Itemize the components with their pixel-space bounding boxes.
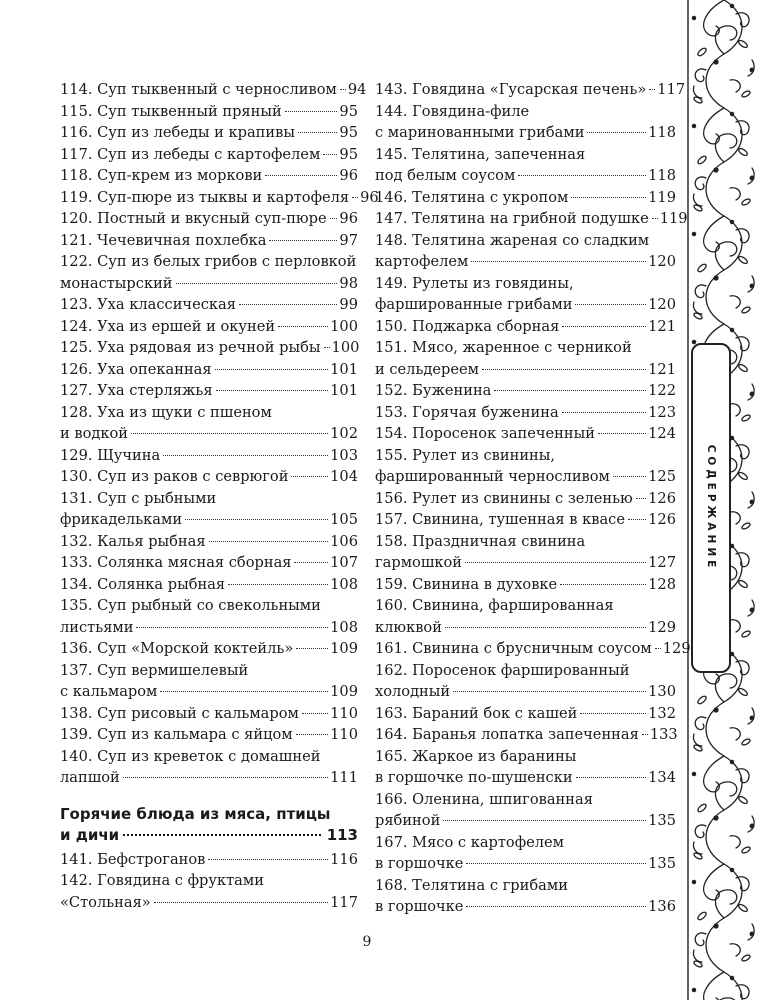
entry-title-line: 158. Праздничная свинина xyxy=(375,532,586,550)
page-number: 9 xyxy=(362,934,372,950)
dot-leader xyxy=(216,390,329,391)
entry-page-number: 119 xyxy=(659,210,688,227)
dot-leader xyxy=(278,326,328,327)
entry-title-line: холодный xyxy=(375,683,451,700)
entry-title-line: 121. Чечевичная похлебка xyxy=(60,231,267,249)
dot-leader xyxy=(598,433,646,434)
entry-page-number: 104 xyxy=(330,468,358,485)
toc-entry xyxy=(60,294,358,316)
dot-leader xyxy=(136,627,328,628)
entry-title-line: 129. Щучина xyxy=(60,446,161,464)
entry-title-line: 127. Уха стерляжья xyxy=(60,382,213,399)
entry-title-line: рябиной xyxy=(375,812,441,829)
entry-page-number: 101 xyxy=(330,382,358,399)
entry-title-line: 148. Телятина жареная со сладким xyxy=(375,231,650,249)
entry-title-line: под белым соусом xyxy=(375,167,516,184)
entry-page-number: 118 xyxy=(648,124,676,141)
entry-title-line: лапшой xyxy=(60,769,120,786)
toc-entry xyxy=(60,746,358,789)
entry-page-number: 123 xyxy=(648,403,676,421)
toc-entry xyxy=(375,144,676,187)
dot-leader xyxy=(302,713,328,714)
dot-leader xyxy=(208,859,328,860)
dot-leader xyxy=(265,175,337,176)
dot-leader xyxy=(185,519,328,520)
entry-title-line: 138. Суп рисовый с кальмаром xyxy=(60,704,299,722)
dot-leader xyxy=(571,197,646,198)
entry-title-line: в горшочке по-шушенски xyxy=(375,769,573,786)
entry-title-line: 131. Суп с рыбными xyxy=(60,489,217,507)
entry-page-number: 108 xyxy=(330,618,358,636)
entry-title-line: и сельдереем xyxy=(375,360,479,378)
entry-page-number: 122 xyxy=(648,382,676,399)
toc-entry xyxy=(375,531,676,574)
entry-title-line: гармошкой xyxy=(375,554,463,571)
dot-leader xyxy=(269,240,337,241)
dot-leader xyxy=(636,498,646,499)
toc-entry xyxy=(375,208,688,230)
entry-title-line: Горячие блюда из мяса, птицы xyxy=(60,804,331,823)
toc-entry xyxy=(375,445,676,488)
toc-entry xyxy=(60,230,358,252)
dot-leader xyxy=(655,648,661,649)
entry-title-line: 154. Поросенок запеченный xyxy=(375,425,595,442)
toc-entry xyxy=(60,251,358,294)
dot-leader xyxy=(453,691,646,692)
dot-leader xyxy=(652,218,658,219)
entry-page-number: 105 xyxy=(330,511,358,528)
dot-leader xyxy=(154,902,328,903)
toc-entry xyxy=(60,574,358,596)
entry-page-number: 107 xyxy=(330,554,358,571)
entry-page-number: 124 xyxy=(648,425,676,442)
entry-page-number: 95 xyxy=(339,124,358,141)
dot-leader xyxy=(518,175,646,176)
dot-leader xyxy=(294,562,328,563)
entry-title-line: 165. Жаркое из баранины xyxy=(375,747,577,765)
entry-page-number: 99 xyxy=(339,296,358,313)
entry-title-line: клюквой xyxy=(375,618,442,636)
toc-entry xyxy=(375,402,676,424)
entry-page-number: 108 xyxy=(330,575,358,593)
dot-leader xyxy=(340,89,346,90)
dot-leader xyxy=(163,455,328,456)
toc-entry xyxy=(375,337,676,380)
toc-entry xyxy=(60,380,358,402)
entry-page-number: 110 xyxy=(330,726,358,743)
entry-title-line: 168. Телятина с грибами xyxy=(375,876,568,894)
dot-leader xyxy=(560,584,646,585)
toc-entry xyxy=(60,595,358,638)
entry-page-number: 96 xyxy=(360,188,379,206)
dot-leader xyxy=(215,369,329,370)
entry-page-number: 96 xyxy=(339,210,358,227)
entry-page-number: 136 xyxy=(648,898,676,915)
toc-entry xyxy=(60,660,358,703)
entry-page-number: 109 xyxy=(330,683,358,700)
entry-page-number: 111 xyxy=(330,769,358,786)
toc-right-column xyxy=(375,79,691,918)
entry-page-number: 119 xyxy=(648,188,676,206)
dot-leader xyxy=(296,734,329,735)
entry-page-number: 135 xyxy=(648,812,676,829)
toc-entry xyxy=(60,552,358,574)
entry-title-line: 141. Бефстроганов xyxy=(60,850,206,868)
dot-leader xyxy=(123,777,328,778)
entry-title-line: 118. Суп-крем из моркови xyxy=(60,167,263,184)
section-tab xyxy=(691,343,731,673)
entry-title-line: 153. Горячая буженина xyxy=(375,403,559,421)
dot-leader xyxy=(562,326,646,327)
toc-entry xyxy=(60,122,358,144)
entry-title-line: 124. Уха из ершей и окуней xyxy=(60,317,276,335)
toc-entry xyxy=(60,466,358,488)
entry-title-line: 140. Суп из креветок с домашней xyxy=(60,747,321,765)
dot-leader xyxy=(494,390,646,391)
dot-leader xyxy=(466,906,646,907)
dot-leader xyxy=(228,584,328,585)
dot-leader xyxy=(160,691,328,692)
entry-title-line: с маринованными грибами xyxy=(375,124,585,141)
entry-page-number: 121 xyxy=(648,360,676,378)
entry-title-line: 164. Баранья лопатка запеченная xyxy=(375,726,639,743)
entry-page-number: 103 xyxy=(330,446,358,464)
entry-page-number: 113 xyxy=(326,825,358,844)
section-tab-label: СОДЕРЖАНИЕ xyxy=(705,444,717,572)
dot-leader xyxy=(209,541,329,542)
toc-entry xyxy=(375,187,676,209)
toc-entry xyxy=(375,79,686,101)
toc-entry xyxy=(375,724,676,746)
toc-entry xyxy=(60,165,358,187)
entry-page-number: 101 xyxy=(330,360,358,378)
entry-page-number: 117 xyxy=(330,893,358,911)
entry-title-line: 135. Суп рыбный со свекольными xyxy=(60,597,321,614)
entry-title-line: 161. Свинина с брусничным соусом xyxy=(375,640,652,657)
toc-entry xyxy=(375,316,676,338)
dot-leader xyxy=(576,777,647,778)
dot-leader xyxy=(587,132,646,133)
entry-title-line: 123. Уха классическая xyxy=(60,296,236,313)
dot-leader xyxy=(323,154,337,155)
toc-entry xyxy=(60,724,358,746)
entry-title-line: 116. Суп из лебеды и крапивы xyxy=(60,124,295,141)
entry-title-line: 156. Рулет из свинины с зеленью xyxy=(375,489,633,507)
toc-entry xyxy=(60,337,358,359)
entry-page-number: 109 xyxy=(330,640,358,657)
entry-title-line: 126. Уха опеканная xyxy=(60,360,212,378)
dot-leader xyxy=(123,834,321,836)
toc-entry xyxy=(60,359,358,381)
entry-page-number: 118 xyxy=(648,167,676,184)
dot-leader xyxy=(285,111,338,112)
dot-leader xyxy=(131,433,328,434)
entry-title-line: 119. Суп-пюре из тыквы и картофеля xyxy=(60,188,350,206)
entry-title-line: монастырский xyxy=(60,274,173,292)
toc-entry xyxy=(375,746,676,789)
dot-leader xyxy=(465,562,646,563)
entry-page-number: 126 xyxy=(648,489,676,507)
entry-page-number: 117 xyxy=(657,81,686,98)
dot-leader xyxy=(324,347,330,348)
entry-title-line: фрикадельками xyxy=(60,511,183,528)
entry-title-line: 166. Оленина, шпигованная xyxy=(375,790,593,808)
toc-entry xyxy=(60,445,358,467)
dot-leader xyxy=(298,132,337,133)
toc-entry xyxy=(375,380,676,402)
entry-title-line: 155. Рулет из свинины, xyxy=(375,446,556,464)
entry-page-number: 100 xyxy=(330,317,358,335)
dot-leader xyxy=(291,476,328,477)
entry-title-line: и дичи xyxy=(60,825,120,844)
entry-title-line: 159. Свинина в духовке xyxy=(375,575,558,593)
entry-title-line: 134. Солянка рыбная xyxy=(60,575,226,593)
toc-entry xyxy=(60,531,358,553)
entry-title-line: 151. Мясо, жаренное с черникой xyxy=(375,339,632,356)
entry-title-line: 145. Телятина, запеченная xyxy=(375,145,586,163)
entry-page-number: 129 xyxy=(648,618,676,636)
entry-page-number: 135 xyxy=(648,855,676,872)
toc-entry xyxy=(375,101,676,144)
dot-leader xyxy=(649,89,655,90)
entry-page-number: 130 xyxy=(648,683,676,700)
toc-entry xyxy=(375,638,691,660)
toc-entry xyxy=(60,849,358,871)
entry-title-line: 163. Бараний бок с кашей xyxy=(375,704,578,722)
entry-page-number: 100 xyxy=(331,339,360,356)
entry-page-number: 120 xyxy=(648,253,676,270)
entry-title-line: фаршированный черносливом xyxy=(375,468,610,485)
toc-entry xyxy=(375,789,676,832)
entry-title-line: 144. Говядина-филе xyxy=(375,102,530,120)
toc-entry xyxy=(375,273,676,316)
entry-page-number: 128 xyxy=(648,575,676,593)
toc-entry xyxy=(60,101,358,123)
entry-title-line: 157. Свинина, тушенная в квасе xyxy=(375,511,625,528)
entry-page-number: 127 xyxy=(648,554,676,571)
entry-page-number: 125 xyxy=(648,468,676,485)
entry-title-line: фаршированные грибами xyxy=(375,296,573,313)
toc-entry xyxy=(375,832,676,875)
dot-leader xyxy=(482,369,646,370)
toc-entry xyxy=(375,488,676,510)
dot-leader xyxy=(176,283,338,284)
entry-page-number: 96 xyxy=(339,167,358,184)
entry-page-number: 94 xyxy=(347,81,367,98)
dot-leader xyxy=(352,197,358,198)
dot-leader xyxy=(562,412,647,413)
toc-entry xyxy=(60,316,358,338)
entry-title-line: картофелем xyxy=(375,253,469,270)
entry-page-number: 95 xyxy=(339,102,358,120)
entry-title-line: 147. Телятина на грибной подушке xyxy=(375,210,649,227)
dot-leader xyxy=(296,648,328,649)
entry-page-number: 95 xyxy=(339,145,358,163)
toc-entry xyxy=(60,638,358,660)
entry-title-line: и водкой xyxy=(60,425,128,442)
toc-entry xyxy=(60,402,358,445)
entry-title-line: 117. Суп из лебеды с картофелем xyxy=(60,145,321,163)
entry-title-line: листьями xyxy=(60,618,134,636)
entry-title-line: 114. Суп тыквенный с черносливом xyxy=(60,81,337,98)
dot-leader xyxy=(575,304,646,305)
toc-left-column xyxy=(60,79,379,913)
dot-leader xyxy=(642,734,648,735)
entry-page-number: 116 xyxy=(330,850,358,868)
entry-title-line: 120. Постный и вкусный суп-пюре xyxy=(60,210,327,227)
entry-title-line: с кальмаром xyxy=(60,683,158,700)
entry-title-line: 160. Свинина, фаршированная xyxy=(375,597,614,614)
toc-entry xyxy=(375,660,676,703)
toc-entry xyxy=(60,703,358,725)
entry-title-line: 115. Суп тыквенный пряный xyxy=(60,102,282,120)
entry-title-line: в горшочке xyxy=(375,898,464,915)
entry-title-line: 149. Рулеты из говядины, xyxy=(375,274,574,292)
entry-page-number: 102 xyxy=(330,425,358,442)
toc-entry xyxy=(375,423,676,445)
dot-leader xyxy=(445,627,646,628)
toc-entry xyxy=(375,595,676,638)
toc-entry xyxy=(375,875,676,918)
entry-page-number: 97 xyxy=(339,231,358,249)
entry-title-line: в горшочке xyxy=(375,855,464,872)
entry-title-line: 152. Буженина xyxy=(375,382,492,399)
toc-entry xyxy=(375,574,676,596)
entry-page-number: 126 xyxy=(648,511,676,528)
entry-title-line: 142. Говядина с фруктами xyxy=(60,872,264,889)
toc-section-heading xyxy=(60,804,358,846)
entry-page-number: 129 xyxy=(662,640,691,657)
entry-page-number: 110 xyxy=(330,704,358,722)
dot-leader xyxy=(330,218,338,219)
entry-title-line: «Стольная» xyxy=(60,893,151,911)
toc-entry xyxy=(375,703,676,725)
toc-entry xyxy=(60,488,358,531)
entry-page-number: 98 xyxy=(339,274,358,292)
toc-entry xyxy=(375,230,676,273)
entry-page-number: 132 xyxy=(648,704,676,722)
entry-page-number: 120 xyxy=(648,296,676,313)
entry-page-number: 133 xyxy=(649,726,678,743)
dot-leader xyxy=(239,304,338,305)
entry-title-line: 150. Поджарка сборная xyxy=(375,317,560,335)
entry-title-line: 139. Суп из кальмара с яйцом xyxy=(60,726,293,743)
dot-leader xyxy=(580,713,646,714)
entry-title-line: 130. Суп из раков с севрюгой xyxy=(60,468,289,485)
entry-title-line: 162. Поросенок фаршированный xyxy=(375,661,630,679)
dot-leader xyxy=(443,820,646,821)
entry-title-line: 136. Суп «Морской коктейль» xyxy=(60,640,294,657)
entry-title-line: 125. Уха рядовая из речной рыбы xyxy=(60,339,321,356)
toc-entry xyxy=(60,79,367,101)
toc-entry xyxy=(60,144,358,166)
entry-title-line: 137. Суп вермишелевый xyxy=(60,661,249,679)
entry-page-number: 121 xyxy=(648,317,676,335)
entry-title-line: 133. Солянка мясная сборная xyxy=(60,554,292,571)
entry-title-line: 146. Телятина с укропом xyxy=(375,188,569,206)
toc-entry xyxy=(60,870,358,913)
dot-leader xyxy=(471,261,646,262)
entry-title-line: 132. Калья рыбная xyxy=(60,532,206,550)
dot-leader xyxy=(466,863,646,864)
entry-title-line: 128. Уха из щуки с пшеном xyxy=(60,403,272,421)
entry-page-number: 106 xyxy=(330,532,358,550)
dot-leader xyxy=(613,476,646,477)
entry-title-line: 143. Говядина «Гусарская печень» xyxy=(375,81,647,98)
toc-entry xyxy=(60,208,358,230)
entry-title-line: 122. Суп из белых грибов с перловкой xyxy=(60,253,357,270)
dot-leader xyxy=(628,519,646,520)
entry-page-number: 134 xyxy=(648,769,676,786)
toc-entry xyxy=(375,509,676,531)
toc-entry xyxy=(60,187,379,209)
entry-title-line: 167. Мясо с картофелем xyxy=(375,833,565,851)
